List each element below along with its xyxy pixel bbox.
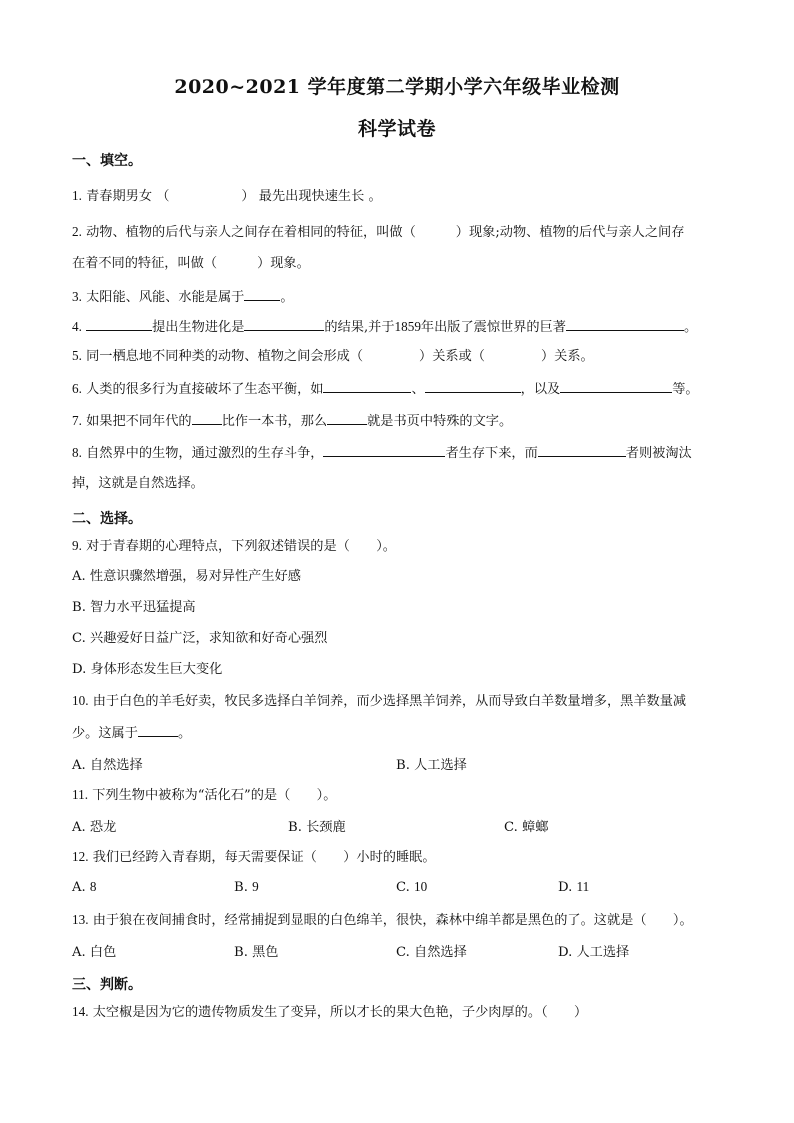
question-11: 11. 下列生物中被称为“活化石”的是（ ）。 [72,787,337,803]
question-10-cont: 少。这属于 。 [72,722,724,744]
q9-option-b[interactable]: B. 智力水平迅猛提高 [72,600,196,615]
question-6: 6. 人类的很多行为直接破坏了生态平衡，如 、 ，以及 等。 [72,378,724,400]
question-12: 12. 我们已经跨入青春期，每天需要保证（ ）小时的睡眠。 [72,849,436,865]
question-5: 5. 同一栖息地不同种类的动物、植物之间会形成（ ）关系或（ ）关系。 [72,348,594,364]
question-3: 3. 太阳能、风能、水能是属于 。 [72,286,724,308]
q13-option-d[interactable]: D. 人工选择 [558,945,630,960]
answer-blank[interactable] [244,286,280,301]
section-fill-heading: 一、填空。 [72,153,142,169]
section-choice-heading: 二、选择。 [72,511,142,527]
question-4: 4. 提出生物进化是 的结果,并于1859年出版了震惊世界的巨著 。 [72,316,724,338]
q11-option-b[interactable]: B. 长颈鹿 [288,820,346,835]
question-14: 14. 太空椒是因为它的遗传物质发生了变异，所以才长的果大色艳，子少肉厚的。（ ） [72,1004,588,1020]
answer-blank[interactable] [425,378,521,393]
q11-option-c[interactable]: C. 蟑螂 [504,820,549,835]
answer-blank[interactable] [86,316,152,331]
q12-option-a[interactable]: A. 8 [72,879,97,895]
answer-blank[interactable] [560,378,672,393]
answer-blank[interactable] [138,722,178,737]
q9-option-c[interactable]: C. 兴趣爱好日益广泛，求知欲和好奇心强烈 [72,631,328,646]
question-10: 10. 由于白色的羊毛好卖，牧民多选择白羊饲养，而少选择黑羊饲养，从而导致白羊数量增多，黑羊数量减 [72,693,687,709]
answer-blank[interactable] [323,442,445,457]
q13-option-c[interactable]: C. 自然选择 [396,945,467,960]
question-8-cont: 掉，这就是自然选择。 [72,476,204,491]
q12-option-c[interactable]: C. 10 [396,879,428,895]
question-13: 13. 由于狼在夜间捕食时，经常捕捉到显眼的白色绵羊，很快，森林中绵羊都是黑色的了。这就是（ ）。 [72,912,693,928]
answer-blank[interactable] [538,442,626,457]
question-2: 2. 动物、植物的后代与亲人之间存在着相同的特征，叫做（ ）现象;动物、植物的后代与亲人之间存 [72,224,685,240]
q13-option-b[interactable]: B. 黑色 [234,945,279,960]
answer-blank[interactable] [566,316,684,331]
exam-subtitle: 科学试卷 [357,118,436,140]
question-1: 1. 青春期男女 （ ） 最先出现快速生长 。 [72,188,382,204]
question-2-cont: 在着不同的特征，叫做（ ）现象。 [72,256,310,271]
answer-blank[interactable] [327,410,367,425]
exam-title: 2020~2021 学年度第二学期小学六年级毕业检测 [174,76,620,98]
q12-option-d[interactable]: D. 11 [558,879,590,895]
q12-option-b[interactable]: B. 9 [234,879,259,895]
question-7: 7. 如果把不同年代的 比作一本书，那么 就是书页中特殊的文字。 [72,410,724,432]
question-9: 9. 对于青春期的心理特点，下列叙述错误的是（ ）。 [72,538,396,554]
q9-option-d[interactable]: D. 身体形态发生巨大变化 [72,662,223,677]
q10-option-a[interactable]: A. 自然选择 [72,758,143,773]
section-judge-heading: 三、判断。 [72,977,142,993]
q9-option-a[interactable]: A. 性意识骤然增强，易对异性产生好感 [72,569,301,584]
answer-blank[interactable] [244,316,324,331]
q13-option-a[interactable]: A. 白色 [72,945,117,960]
answer-blank[interactable] [323,378,411,393]
answer-blank[interactable] [192,410,222,425]
q10-option-b[interactable]: B. 人工选择 [396,758,467,773]
question-8: 8. 自然界中的生物，通过激烈的生存斗争， 者生存下来，而 者则被淘汰 [72,442,724,464]
q11-option-a[interactable]: A. 恐龙 [72,820,117,835]
